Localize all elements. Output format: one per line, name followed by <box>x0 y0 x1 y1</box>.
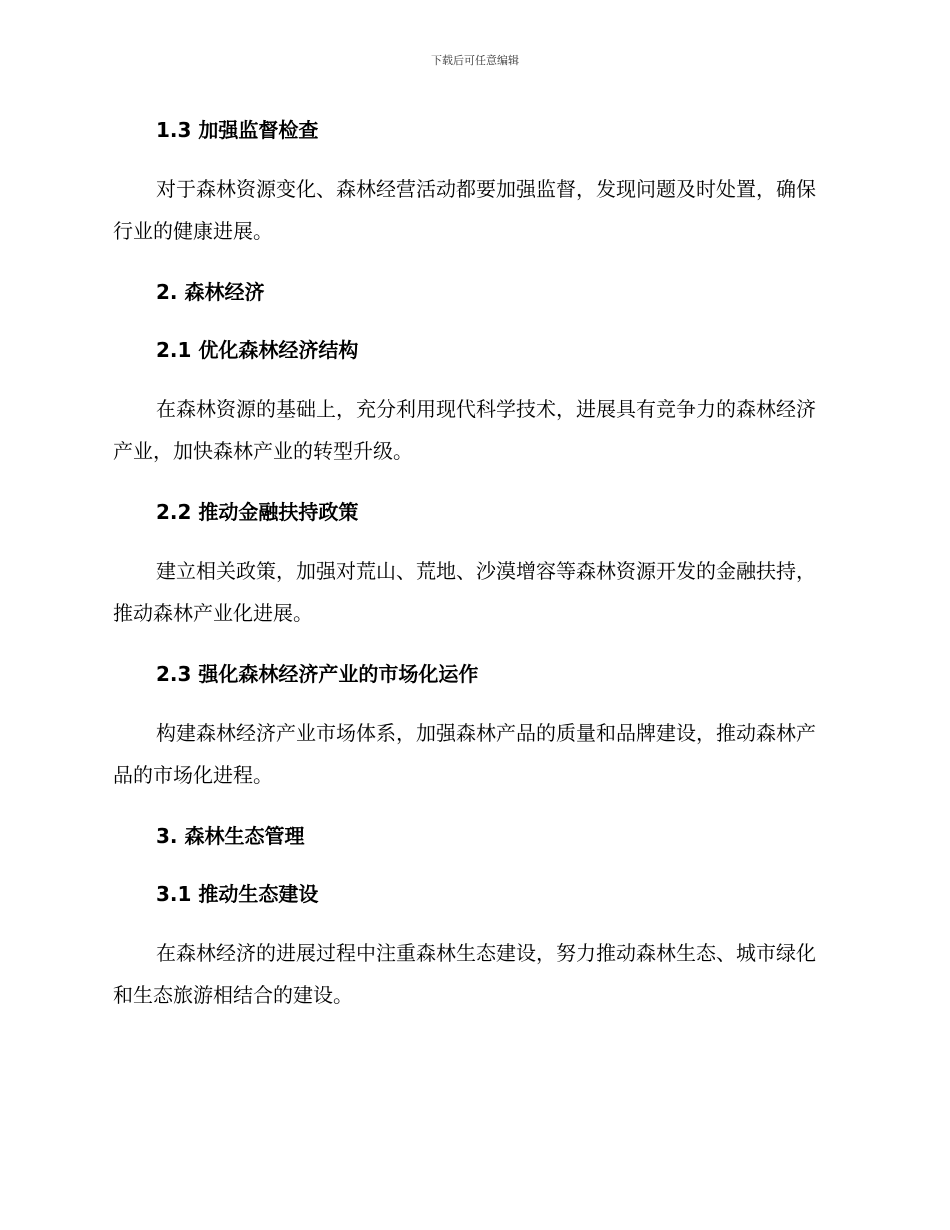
section-heading-2-1: 2.1 优化森林经济结构 <box>156 338 359 362</box>
document-body <box>113 112 833 1016</box>
section-heading-2-2: 2.2 推动金融扶持政策 <box>156 500 359 524</box>
paragraph-economic-structure: 在森林资源的基础上，充分利用现代科学技术，进展具有竞争力的森林经济产业，加快森林产业的转型升级。 <box>113 397 816 463</box>
paragraph-market-operation: 构建森林经济产业市场体系，加强森林产品的质量和品牌建设，推动森林产品的市场化进程。 <box>113 721 816 787</box>
section-heading-3: 3. 森林生态管理 <box>156 824 305 848</box>
page-header: 下载后可任意编辑 <box>431 54 519 67</box>
section-heading-1-3: 1.3 加强监督检查 <box>156 118 319 142</box>
section-heading-3-1: 3.1 推动生态建设 <box>156 882 319 906</box>
paragraph-ecological-construction: 在森林经济的进展过程中注重森林生态建设，努力推动森林生态、城市绿化和生态旅游相结合的建设。 <box>113 941 816 1007</box>
paragraph-supervision: 对于森林资源变化、森林经营活动都要加强监督，发现问题及时处置，确保行业的健康进展。 <box>113 177 816 243</box>
section-heading-2: 2. 森林经济 <box>156 280 265 304</box>
paragraph-financial-support: 建立相关政策，加强对荒山、荒地、沙漠增容等森林资源开发的金融扶持，推动森林产业化进展。 <box>113 559 816 625</box>
section-heading-2-3: 2.3 强化森林经济产业的市场化运作 <box>156 662 479 686</box>
